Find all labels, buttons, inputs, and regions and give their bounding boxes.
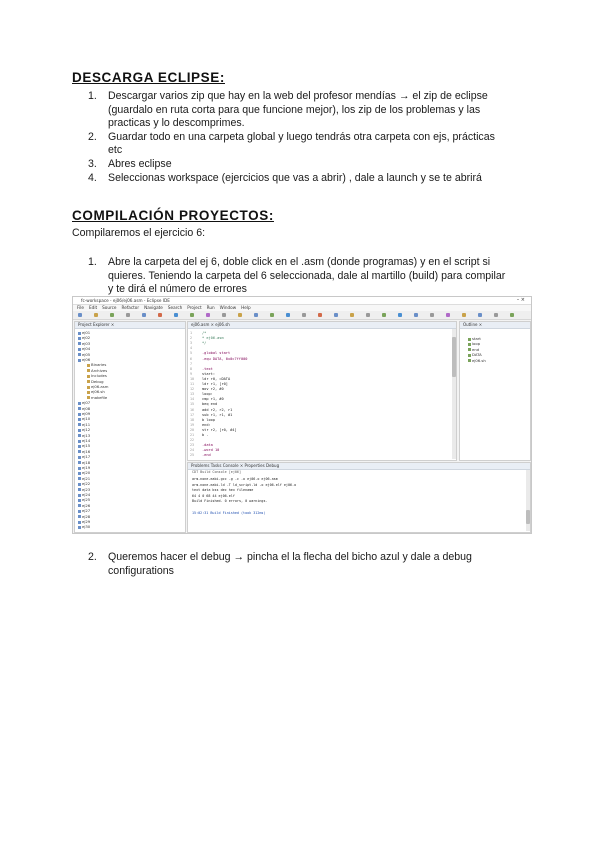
tree-item-label: ej04	[82, 346, 91, 352]
tree-item[interactable]	[78, 470, 90, 475]
tree-item[interactable]	[78, 460, 90, 465]
toolbar-button-icon[interactable]	[222, 313, 226, 317]
list-item	[88, 172, 528, 186]
console-pane	[187, 462, 531, 533]
editor-scroll-thumb[interactable]	[452, 337, 456, 377]
tree-item-label: ej13	[82, 432, 91, 438]
tree-item[interactable]	[78, 465, 90, 470]
folder-icon	[78, 461, 81, 464]
toolbar-button-icon[interactable]	[78, 313, 82, 317]
tree-item-label: ej28	[82, 513, 91, 519]
console-title: CDT Build Console [ej06]	[192, 470, 241, 474]
line-number: 5	[190, 351, 193, 356]
editor-scrollbar[interactable]	[452, 329, 456, 459]
menu-item-run[interactable]: Run	[206, 305, 215, 310]
tree-item[interactable]	[78, 341, 90, 346]
item-number: 1.	[88, 256, 97, 268]
tree-item-label: Binaries	[91, 362, 107, 368]
menu-item-project[interactable]: Project	[187, 305, 202, 310]
code-line: /*	[202, 331, 207, 335]
line-number: 14	[190, 397, 195, 402]
outline-pane	[459, 321, 531, 461]
line-number: 4	[190, 346, 193, 351]
tree-item-label: ej22	[82, 481, 91, 487]
folder-icon	[78, 434, 81, 437]
tree-item-label: ej15	[82, 443, 91, 449]
folder-icon	[87, 364, 90, 367]
item-line: (guardalo en ruta corta para que funcione mejor), los zip de los problemas y las	[108, 103, 481, 116]
tree-item-label: ej10	[82, 416, 91, 422]
line-number: 12	[190, 387, 195, 392]
toolbar-button-icon[interactable]	[318, 313, 322, 317]
code-line: b .	[202, 433, 209, 437]
code-line: b loop	[202, 417, 215, 422]
line-number: 24	[190, 448, 195, 453]
toolbar-button-icon[interactable]	[270, 313, 274, 317]
tree-item-label: ej06.asm	[91, 384, 109, 389]
tree-item[interactable]	[87, 389, 105, 394]
toolbar-button-icon[interactable]	[350, 313, 354, 317]
toolbar-button-icon[interactable]	[510, 313, 514, 317]
tree-item[interactable]	[78, 514, 90, 519]
folder-icon	[78, 407, 81, 410]
folder-icon	[78, 467, 81, 470]
code-line: loop:	[202, 392, 213, 397]
tree-item[interactable]	[78, 508, 90, 513]
item-line: Abres eclipse	[108, 157, 172, 170]
list-item	[88, 158, 528, 172]
tree-item[interactable]	[78, 335, 90, 340]
line-number: 21	[190, 433, 195, 437]
menu-item-refactor[interactable]: Refactor	[121, 305, 140, 310]
toolbar-button-icon[interactable]	[94, 313, 98, 317]
tree-item-label: ej16	[82, 448, 91, 454]
console-scroll-thumb[interactable]	[526, 510, 530, 524]
eclipse-toolbar	[73, 311, 531, 320]
folder-icon	[78, 521, 81, 524]
tree-item[interactable]	[78, 519, 90, 524]
tree-item-label: ej29	[82, 519, 91, 524]
tree-item[interactable]	[87, 395, 107, 400]
item-number: 4.	[88, 171, 97, 184]
code-line: end:	[202, 422, 211, 427]
item-number: 3.	[88, 157, 97, 170]
code-line: str r2, [r0, #4]	[202, 427, 237, 432]
outline-tab: Outline ×	[460, 322, 530, 329]
list-item	[88, 90, 528, 131]
folder-icon	[78, 418, 81, 421]
line-number: 19	[190, 422, 195, 427]
tree-item[interactable]	[78, 400, 90, 405]
tree-item[interactable]	[87, 368, 107, 373]
tree-item-label: ej08	[82, 405, 91, 411]
menu-item-edit[interactable]: Edit	[89, 305, 98, 310]
outline-item-label: start	[472, 336, 481, 341]
outline-item[interactable]	[468, 358, 486, 363]
tree-item[interactable]	[78, 487, 90, 492]
outline-item-label: DATA	[472, 352, 482, 358]
folder-icon	[87, 391, 90, 394]
menu-item-source[interactable]: Source	[102, 305, 117, 310]
line-number: 16	[190, 407, 195, 412]
toolbar-button-icon[interactable]	[206, 313, 210, 317]
code-line: .global start	[202, 351, 231, 356]
line-number: 25	[190, 453, 195, 458]
tree-item[interactable]	[87, 379, 104, 384]
item-line: Guardar todo en una carpeta global y luego tendrás otra carpeta con ejs, prácticas	[108, 130, 495, 143]
tree-item-label: ej25	[82, 497, 91, 503]
toolbar-button-icon[interactable]	[334, 313, 338, 317]
download-steps-list	[88, 90, 528, 185]
toolbar-button-icon[interactable]	[430, 313, 434, 317]
outline-item[interactable]	[468, 336, 481, 341]
tree-item[interactable]	[78, 476, 90, 481]
folder-icon	[78, 488, 81, 491]
menu-item-help[interactable]: Help	[241, 305, 251, 310]
code-line: sub r1, r1, #1	[202, 412, 233, 417]
item-line: configurations	[108, 564, 174, 577]
folder-icon	[87, 369, 90, 372]
tree-item-label: ej20	[82, 470, 91, 476]
code-line: mov r2, #0	[202, 387, 224, 392]
tree-item-label: ej21	[82, 475, 91, 481]
folder-icon	[78, 526, 81, 529]
outline-item-label: ej06.sh	[472, 357, 486, 363]
section-title-descarga: DESCARGA ECLIPSE:	[72, 70, 225, 85]
symbol-icon	[468, 359, 471, 362]
line-number: 3	[190, 341, 193, 346]
folder-icon	[78, 342, 81, 345]
console-line: 64 4 0 68 44 ej06.elf	[192, 493, 235, 498]
folder-icon	[78, 494, 81, 497]
debug-steps-list	[88, 551, 528, 578]
editor-pane	[187, 321, 457, 461]
item-line: quieres. Teniendo la carpeta del 6 seleccionada, dale al martillo (build) para compilar	[108, 269, 506, 282]
item-line: practicas y lo descomprimes.	[108, 117, 245, 130]
tree-item-label: ej24	[82, 492, 91, 497]
tree-item-label: ej06.sh	[91, 389, 105, 395]
menu-item-file[interactable]: File	[77, 305, 85, 310]
folder-icon	[78, 429, 81, 432]
tree-item[interactable]	[78, 427, 90, 432]
folder-icon	[87, 375, 90, 378]
tree-item[interactable]	[78, 330, 90, 335]
line-number: 10	[190, 376, 195, 381]
list-item	[88, 256, 528, 297]
toolbar-button-icon[interactable]	[238, 313, 242, 317]
list-item	[88, 551, 528, 578]
tree-item[interactable]	[87, 362, 106, 367]
item-line: Abre la carpeta del ej 6, doble click en el .asm (donde programas) y en el script si	[108, 256, 491, 268]
console-line: arm-none-eabi-ld -T ld_script.ld -o ej06.elf ej06.o	[192, 482, 297, 487]
folder-icon	[78, 413, 81, 416]
item-line: Queremos hacer el debug → pincha el la flecha del bicho azul y dale a debug	[108, 551, 472, 563]
console-line: Build Finished. 0 errors, 0 warnings.	[192, 499, 268, 504]
item-line: Seleccionas workspace (ejercicios que vas a abrir) , dale a launch y se te abrirá	[108, 171, 482, 184]
tree-item-label: ej17	[82, 454, 91, 460]
tree-item[interactable]	[78, 406, 90, 411]
tree-item[interactable]	[78, 422, 90, 427]
editor-tabs: ej06.asm × ej06.sh	[188, 322, 456, 329]
tree-item[interactable]	[78, 438, 90, 443]
code-line: */	[202, 341, 207, 346]
tree-item-label: ej01	[82, 330, 91, 335]
item-line: etc	[108, 144, 123, 157]
toolbar-button-icon[interactable]	[174, 313, 178, 317]
code-line: .word 10	[202, 448, 220, 453]
console-line: 15:02:31 Build Finished (took 312ms)	[192, 510, 266, 515]
line-number: 20	[190, 427, 195, 432]
tree-item[interactable]	[78, 411, 90, 416]
code-line: cmp r1, #0	[202, 397, 224, 402]
toolbar-button-icon[interactable]	[126, 313, 130, 317]
project-explorer-tab: Project Explorer ×	[75, 322, 185, 329]
outline-item[interactable]	[468, 341, 480, 346]
code-line: add r2, r2, r1	[202, 407, 233, 412]
code-line: ldr r0, =DATA	[202, 376, 231, 381]
symbol-icon	[468, 348, 471, 351]
console-line: arm-none-eabi-gcc -g -c -o ej06.o ej06.asm	[192, 477, 278, 481]
toolbar-button-icon[interactable]	[446, 313, 450, 317]
compile-steps-list	[88, 256, 528, 297]
folder-icon	[78, 423, 81, 426]
toolbar-button-icon[interactable]	[398, 313, 402, 317]
list-item	[88, 131, 528, 158]
tree-item[interactable]	[78, 497, 90, 502]
toolbar-button-icon[interactable]	[414, 313, 418, 317]
console-scrollbar[interactable]	[526, 470, 530, 531]
tree-item[interactable]	[78, 449, 90, 454]
tree-item-label: Debug	[91, 378, 104, 384]
menu-item-search[interactable]: Search	[167, 305, 183, 310]
folder-icon	[78, 402, 81, 405]
toolbar-button-icon[interactable]	[190, 313, 194, 317]
line-number: 8	[190, 366, 193, 371]
toolbar-button-icon[interactable]	[286, 313, 290, 317]
tree-item-label: ej26	[82, 502, 91, 508]
code-line: * ej06.asm	[202, 336, 224, 341]
tree-item-label: ej27	[82, 508, 91, 514]
item-number: 2.	[88, 130, 97, 143]
eclipse-screenshot	[72, 296, 532, 534]
toolbar-button-icon[interactable]	[158, 313, 162, 317]
tree-item-label: ej12	[82, 427, 91, 433]
line-number: 11	[190, 382, 195, 386]
code-line: ldr r1, [r0]	[202, 382, 228, 386]
tree-item[interactable]	[78, 346, 90, 351]
console-tabs: Problems Tasks Console × Properties Debug	[188, 463, 530, 470]
intro-text: Compilaremos el ejercicio 6:	[72, 227, 206, 239]
tree-item-label: ej18	[82, 459, 91, 465]
eclipse-titlebar	[73, 297, 531, 305]
line-number: 23	[190, 443, 195, 448]
tree-item[interactable]	[78, 492, 90, 497]
item-line: Descargar varios zip que hay en la web del profesor mendías → el zip de eclipse	[108, 90, 488, 102]
console-line: text data bss dec hex filename	[192, 488, 254, 493]
tree-item-label: ej03	[82, 340, 91, 346]
item-line: y te dirá el número de errores	[108, 283, 247, 296]
code-line: start:	[202, 371, 215, 376]
folder-icon	[78, 359, 81, 362]
folder-icon	[78, 348, 81, 351]
folder-icon	[78, 353, 81, 356]
window-controls: – ×	[516, 297, 525, 303]
symbol-icon	[468, 354, 471, 357]
tree-item-label: ej02	[82, 335, 91, 341]
line-number: 1	[190, 331, 193, 335]
folder-icon	[87, 396, 90, 399]
folder-icon	[78, 483, 81, 486]
folder-icon	[78, 515, 81, 518]
tree-item-label: ej11	[82, 421, 91, 427]
folder-icon	[78, 440, 81, 443]
outline-item[interactable]	[468, 347, 479, 352]
toolbar-button-icon[interactable]	[254, 313, 258, 317]
toolbar-button-icon[interactable]	[110, 313, 114, 317]
tree-item-label: ej07	[82, 400, 91, 406]
folder-icon	[78, 337, 81, 340]
tree-item-label: ej14	[82, 438, 91, 443]
window-title: fc-workspace - ej06/ej06.asm - Eclipse IDE	[81, 298, 170, 303]
code-line: beq end	[202, 402, 218, 407]
toolbar-button-icon[interactable]	[462, 313, 466, 317]
code-line: .equ DATA, 0x0c7ff000	[202, 356, 248, 361]
line-number: 6	[190, 356, 193, 361]
toolbar-button-icon[interactable]	[142, 313, 146, 317]
line-number: 7	[190, 361, 193, 366]
outline-item[interactable]	[468, 352, 482, 357]
code-line: .text	[202, 366, 213, 371]
folder-icon	[78, 445, 81, 448]
tree-item-label: ej05	[82, 351, 91, 357]
outline-item-label: loop	[472, 341, 481, 347]
toolbar-button-icon[interactable]	[382, 313, 386, 317]
tree-item[interactable]	[78, 433, 90, 438]
tree-item[interactable]	[78, 352, 90, 357]
line-number: 9	[190, 371, 193, 376]
line-number: 17	[190, 412, 195, 417]
menu-item-window[interactable]: Window	[219, 305, 237, 310]
item-number: 1.	[88, 90, 97, 102]
toolbar-button-icon[interactable]	[494, 313, 498, 317]
outline-item-label: end	[472, 346, 480, 352]
tree-item[interactable]	[78, 443, 90, 448]
toolbar-button-icon[interactable]	[478, 313, 482, 317]
code-line: .end	[202, 453, 211, 458]
section-title-compilacion: COMPILACIÓN PROYECTOS:	[72, 208, 274, 223]
folder-icon	[78, 477, 81, 480]
line-number: 18	[190, 417, 195, 422]
tree-item[interactable]	[78, 503, 90, 508]
toolbar-button-icon[interactable]	[366, 313, 370, 317]
tree-item[interactable]	[78, 357, 90, 362]
folder-icon	[78, 456, 81, 459]
folder-icon	[87, 386, 90, 389]
folder-icon	[78, 472, 81, 475]
project-explorer-pane	[74, 321, 186, 533]
symbol-icon	[468, 338, 471, 341]
line-number: 15	[190, 402, 195, 407]
tree-item[interactable]	[87, 373, 107, 378]
line-number: 22	[190, 438, 195, 443]
tree-item-label: Includes	[91, 373, 107, 379]
tree-item[interactable]	[78, 481, 90, 486]
folder-icon	[78, 504, 81, 507]
tree-item[interactable]	[78, 454, 90, 459]
line-number: 2	[190, 336, 193, 341]
tree-item-label: ej19	[82, 465, 91, 470]
tree-item-label: makefile	[91, 394, 108, 400]
code-line: .data	[202, 443, 213, 448]
line-number: 13	[190, 392, 195, 397]
tree-item-label: ej06	[82, 357, 91, 362]
folder-icon	[78, 450, 81, 453]
tree-item[interactable]	[78, 416, 90, 421]
tree-item[interactable]	[87, 384, 108, 389]
folder-icon	[78, 332, 81, 335]
symbol-icon	[468, 343, 471, 346]
tree-item-label: ej30	[82, 524, 91, 530]
item-number: 2.	[88, 551, 97, 563]
folder-icon	[87, 380, 90, 383]
toolbar-button-icon[interactable]	[302, 313, 306, 317]
tree-item[interactable]	[78, 524, 90, 529]
tree-item-label: Archives	[91, 367, 108, 373]
menu-item-navigate[interactable]: Navigate	[144, 305, 163, 310]
tree-item-label: ej23	[82, 486, 91, 492]
folder-icon	[78, 510, 81, 513]
tree-item-label: ej09	[82, 411, 91, 416]
folder-icon	[78, 499, 81, 502]
